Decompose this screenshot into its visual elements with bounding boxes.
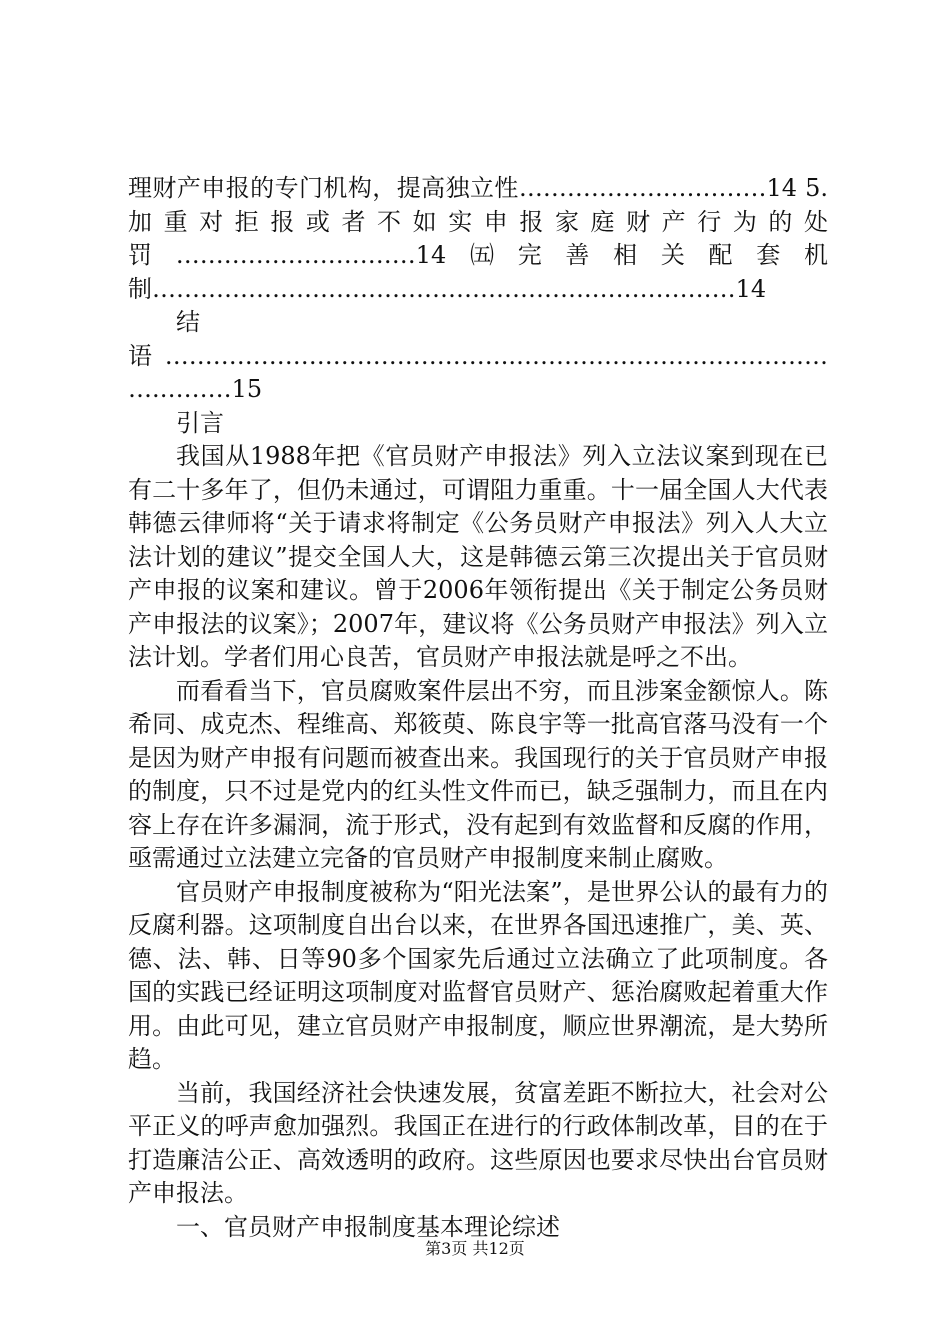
paragraph: 而看看当下，官员腐败案件层出不穷，而且涉案金额惊人。陈希同、成克杰、程维高、郑筱萸、陈良宇等一批高官落马没有一个是因为财产申报有问题而被查出来。我国现行的关于官员财产申报的制度，只不过是党内的红头性文件而已，缺乏强制力，而且在内容上存在许多漏洞，流于形式，没有起到有效监督和反腐的作用，亟需通过立法建立完备的官员财产申报制度来制止腐败。 <box>128 676 828 872</box>
document-body <box>128 172 828 1244</box>
paragraph: 当前，我国经济社会快速发展，贫富差距不断拉大，社会对公平正义的呼声愈加强烈。我国正在进行的行政体制改革，目的在于打造廉洁公正、高效透明的政府。这些原因也要求尽快出台官员财产申报法。 <box>128 1078 828 1207</box>
page-footer: 第3页 共12页 <box>425 1239 525 1258</box>
section-heading: 引言 <box>176 408 224 437</box>
paragraph: 我国从1988年把《官员财产申报法》列入立法议案到现在已有二十多年了，但仍未通过，可谓阻力重重。十一届全国人大代表韩德云律师将“关于请求将制定《公务员财产申报法》列入人大立法计划的建议”提交全国人大，这是韩德云第三次提出关于官员财产申报的议案和建议。曾于2006年领衔提出《关于制定公务员财产申报法的议案》；2007年，建议将《公务员财产申报法》列入立法计划。学者们用心良苦，官员财产申报法就是呼之不出。 <box>128 442 828 671</box>
section-heading: 一、官员财产申报制度基本理论综述 <box>176 1212 560 1241</box>
toc-entry: 理财产申报的专门机构，提高独立性……………….…………14 5.加重对拒报或者不如实申报家庭财产行为的处罚…………………………14㈤完善相关配套机制……………………………………………….………………14 <box>128 174 828 303</box>
paragraph: 官员财产申报制度被称为“阳光法案”，是世界公认的最有力的反腐利器。这项制度自出台以来，在世界各国迅速推广，美、英、德、法、韩、日等90多个国家先后通过立法确立了此项制度。各国的实践已经证明这项制度对监督官员财产、惩治腐败起着重大作用。由此可见，建立官员财产申报制度，顺应世界潮流，是大势所趋。 <box>128 877 828 1073</box>
toc-entry: 结语……………………………………..…………………………………….………15 <box>128 308 828 403</box>
